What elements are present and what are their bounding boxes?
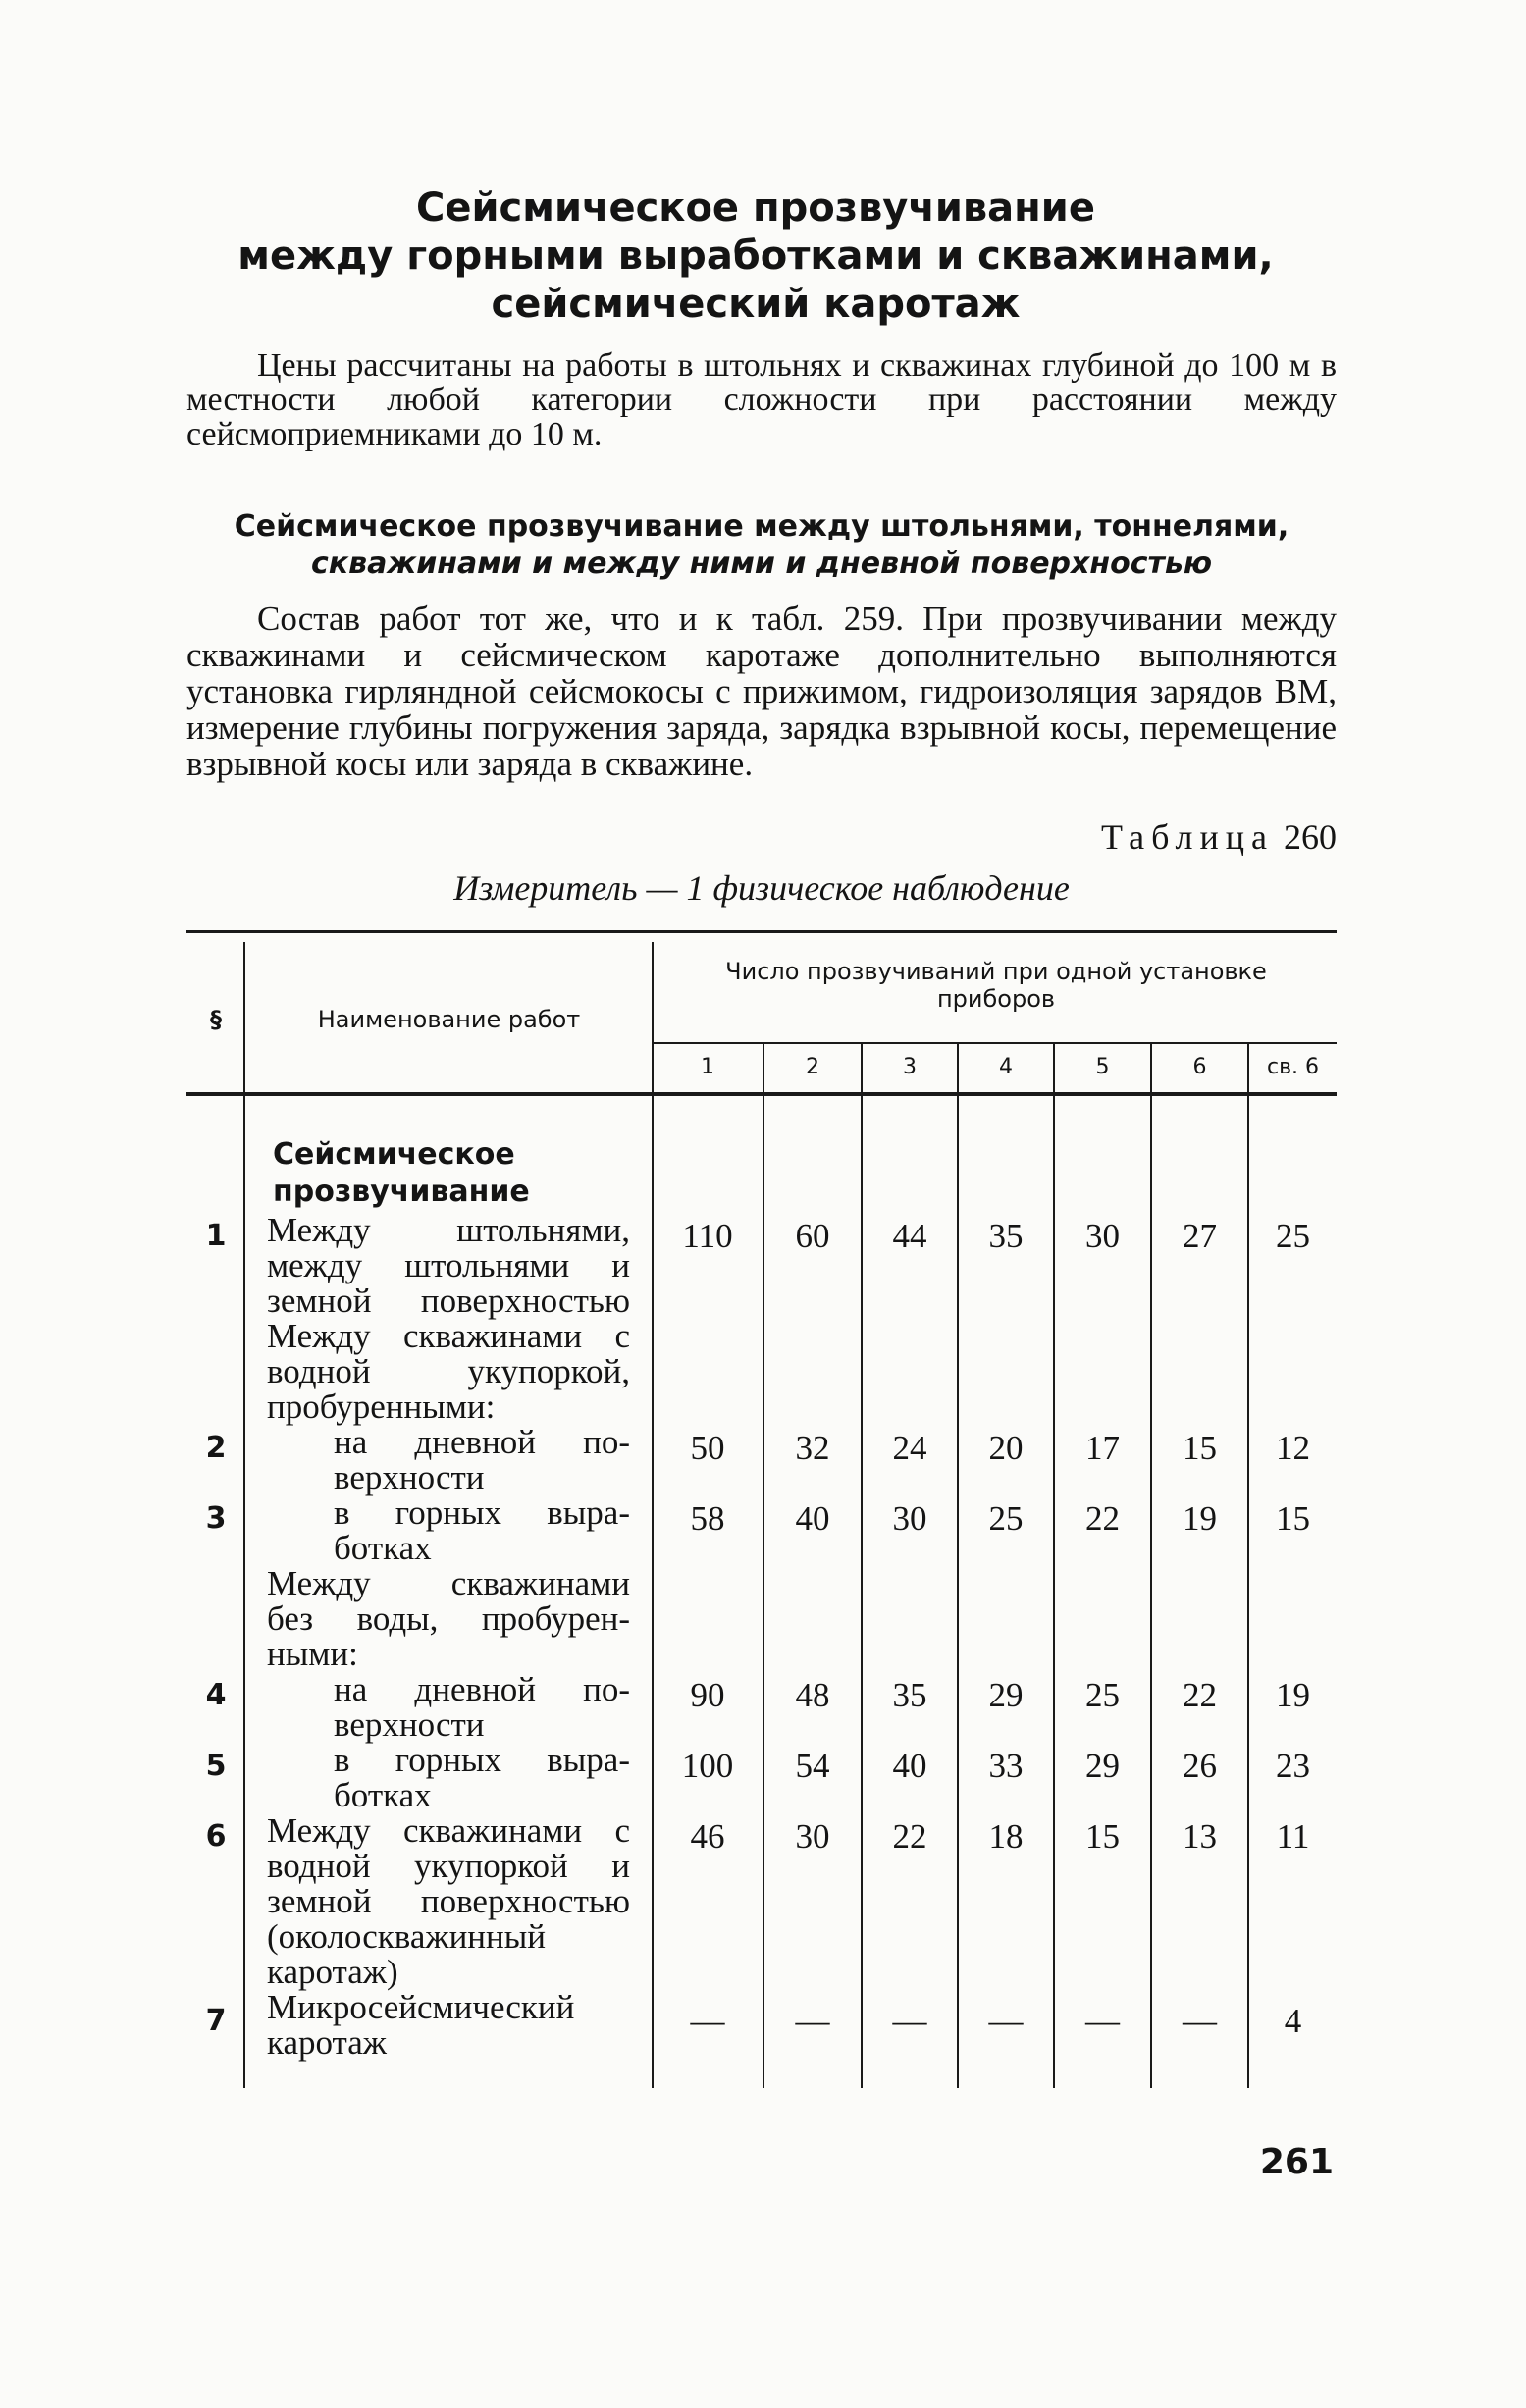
work-name-line: в горных выра- (334, 1493, 630, 1532)
work-name-line: ными: (267, 1635, 358, 1673)
table-cell: 22 (1085, 1499, 1120, 1538)
row-number: 4 (205, 1678, 227, 1712)
table-cell: 13 (1183, 1817, 1217, 1856)
row-number: 1 (205, 1219, 227, 1253)
col-divider-num (243, 942, 245, 2088)
table-cell: 48 (795, 1676, 830, 1714)
table-cell: 15 (1085, 1817, 1120, 1856)
subtitle-line-1: Сейсмическое прозвучивание между штольнями, тоннелями, (234, 509, 1289, 544)
title-line-3: сейсмический каротаж (491, 282, 1021, 327)
section-title (177, 184, 1335, 329)
work-name-line: Микросейсмический (267, 1988, 575, 2026)
table-cell: 40 (795, 1499, 830, 1538)
table-cell: — (795, 2002, 830, 2040)
work-name-line: каротаж) (267, 1953, 398, 1991)
table-cell: — (1085, 2002, 1120, 2040)
row-number: 7 (205, 2004, 227, 2038)
table-label-number: 260 (1284, 817, 1337, 857)
table-cell: 17 (1085, 1429, 1120, 1467)
table-cell: 58 (690, 1499, 725, 1538)
work-name-line: водной укупоркой, (267, 1352, 630, 1390)
table-cell: 32 (795, 1429, 830, 1467)
col-divider-1 (763, 1044, 764, 2088)
row-number: 6 (205, 1819, 227, 1854)
table-cell: 19 (1276, 1676, 1310, 1714)
table-subheader-rule (653, 1042, 1337, 1044)
table-cell: 19 (1183, 1499, 1217, 1538)
header-group-line-1: Число прозвучиваний при одной установке (725, 958, 1267, 985)
table-cell: 30 (1085, 1217, 1120, 1255)
work-name-line: водной укупоркой и (267, 1847, 630, 1885)
table-header-bottom-rule (186, 1092, 1337, 1096)
work-name-line: без воды, пробурен- (267, 1599, 630, 1638)
table-cell: 12 (1276, 1429, 1310, 1467)
group-title (273, 1136, 530, 1211)
column-header-3: 3 (903, 1055, 917, 1079)
group-title-line-2: прозвучивание (273, 1175, 530, 1209)
column-header-6: 6 (1192, 1055, 1207, 1079)
table-cell: 35 (892, 1676, 927, 1714)
work-name-line: на дневной по- (334, 1670, 630, 1708)
column-header-1: 1 (701, 1055, 714, 1079)
table-cell: 15 (1276, 1499, 1310, 1538)
column-header-7: св. 6 (1266, 1055, 1320, 1079)
table-cell: 25 (1085, 1676, 1120, 1714)
table-cell: 46 (690, 1817, 725, 1856)
table-cell: 26 (1183, 1747, 1217, 1785)
work-name-line: земной поверхностью (267, 1282, 630, 1320)
table-cell: — (690, 2002, 725, 2040)
table-cell: 50 (690, 1429, 725, 1467)
intro-paragraph: Цены рассчитаны на работы в штольнях и скважинах глубиной до 100 м в местности любой категории сложности при расстоянии между сейсмоприемниками до 10 м. (186, 347, 1337, 452)
row-number: 5 (205, 1749, 227, 1783)
table-cell: — (892, 2002, 927, 2040)
table-label-word: Таблица (1101, 817, 1274, 857)
work-name-line: Между штольнями, (267, 1211, 630, 1249)
table-cell: — (988, 2002, 1024, 2040)
table-cell: 15 (1183, 1429, 1217, 1467)
subsection-title (186, 508, 1337, 583)
column-header-4: 4 (999, 1055, 1013, 1079)
table-cell: 54 (795, 1747, 830, 1785)
col-divider-2 (861, 1044, 863, 2088)
subtitle-line-2: скважинами и между ними и дневной поверхностью (310, 547, 1213, 581)
title-line-1: Сейсмическое прозвучивание (416, 185, 1095, 231)
table-meter: Измеритель — 1 физическое наблюдение (453, 868, 1070, 908)
work-name-line: между штольнями и (267, 1246, 630, 1284)
work-name-line: Между скважинами с (267, 1811, 630, 1850)
table-cell: 11 (1276, 1817, 1310, 1856)
table-cell: 25 (1276, 1217, 1310, 1255)
table-top-rule (186, 930, 1337, 933)
work-name-line: в горных выра- (334, 1741, 630, 1779)
title-line-2: между горными выработками и скважинами, (237, 234, 1274, 279)
table-cell: 25 (988, 1499, 1024, 1538)
table-cell: 110 (682, 1217, 733, 1255)
col-divider-4 (1053, 1044, 1055, 2088)
table-cell: 23 (1276, 1747, 1310, 1785)
work-name-line: пробуренными: (267, 1387, 496, 1426)
header-name: Наименование работ (317, 1006, 581, 1033)
table-cell: 35 (988, 1217, 1024, 1255)
column-header-2: 2 (806, 1055, 819, 1079)
table-cell: 33 (988, 1747, 1024, 1785)
table-cell: 22 (1183, 1676, 1217, 1714)
work-name-line: каротаж (267, 2023, 387, 2062)
table-cell: 40 (892, 1747, 927, 1785)
table-cell: 27 (1183, 1217, 1217, 1255)
work-name-line: ботках (334, 1529, 432, 1567)
col-divider-5 (1150, 1044, 1152, 2088)
table-cell: 30 (795, 1817, 830, 1856)
table-cell: 18 (988, 1817, 1024, 1856)
table-cell: 29 (1085, 1747, 1120, 1785)
work-name-line: верхности (334, 1458, 485, 1496)
table-cell: 20 (988, 1429, 1024, 1467)
work-name-line: Между скважинами с (267, 1317, 630, 1355)
col-divider-6 (1247, 1044, 1249, 2088)
table-cell: 44 (892, 1217, 927, 1255)
table-cell: 30 (892, 1499, 927, 1538)
group-title-line-1: Сейсмическое (273, 1137, 515, 1172)
work-name-line: Между скважинами (267, 1564, 630, 1602)
work-name-line: на дневной по- (334, 1423, 630, 1461)
header-group-line-2: приборов (936, 985, 1056, 1013)
table-cell: — (1183, 2002, 1217, 2040)
work-name-line: верхности (334, 1705, 485, 1744)
work-name-line: земной поверхностью (267, 1882, 630, 1920)
table-cell: 24 (892, 1429, 927, 1467)
work-name-line: (околоскважинный (267, 1917, 547, 1956)
table-label (1101, 816, 1337, 858)
table-cell: 29 (988, 1676, 1024, 1714)
table-cell: 100 (681, 1747, 734, 1785)
table-cell: 22 (892, 1817, 927, 1856)
composition-paragraph: Состав работ тот же, что и к табл. 259. При прозвучивании между скважинами и сейсмическом каротаже дополнительно выполняются установка гирляндной сейсмокосы с прижимом, гидроизоляция зарядов ВМ, измерение глубины погружения заряда, зарядка взрывной косы, перемещение взрывной косы или заряда в скважине. (186, 600, 1337, 783)
work-name-line: ботках (334, 1776, 432, 1814)
table-cell: 4 (1284, 2002, 1302, 2040)
column-header-5: 5 (1095, 1055, 1110, 1079)
col-divider-3 (957, 1044, 959, 2088)
table-cell: 90 (690, 1676, 725, 1714)
page-number: 261 (1259, 2142, 1334, 2182)
table-cell: 60 (795, 1217, 830, 1255)
row-number: 2 (205, 1431, 227, 1465)
header-num: § (210, 1006, 222, 1033)
row-number: 3 (205, 1501, 227, 1536)
